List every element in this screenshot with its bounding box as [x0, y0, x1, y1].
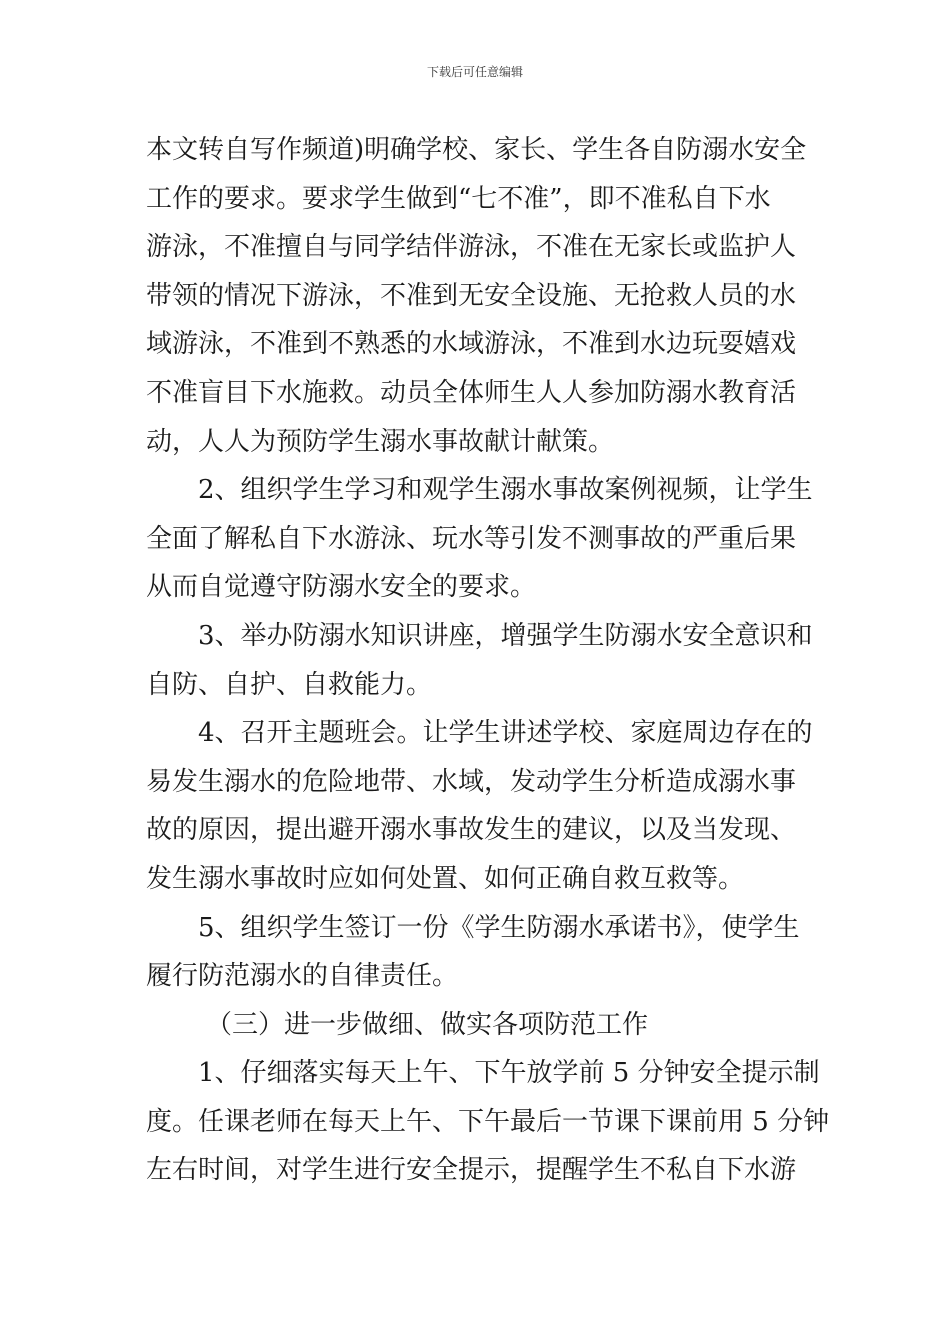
page-header: 下载后可任意编辑 [426, 65, 523, 79]
paragraph-line: 履行防范溺水的自律责任。 [146, 961, 459, 992]
paragraph-line: 发生溺水事故时应如何处置、如何正确自救互救等。 [146, 863, 745, 894]
paragraph-line: 动，人人为预防学生溺水事故献计献策。 [146, 426, 615, 457]
section-heading-line: （三）进一步做细、做实各项防范工作 [206, 1009, 649, 1040]
paragraph-line: 5、组织学生签订一份《学生防溺水承诺书》，使学生 [198, 912, 800, 943]
paragraph-line: 自防、自护、自救能力。 [146, 669, 433, 700]
paragraph-line: 左右时间，对学生进行安全提示，提醒学生不私自下水游 [146, 1155, 797, 1186]
paragraph-line: 从而自觉遵守防溺水安全的要求。 [146, 572, 537, 603]
paragraph-line: 2、组织学生学习和观学生溺水事故案例视频，让学生 [198, 475, 813, 506]
document-body [146, 126, 830, 1195]
paragraph-line: 3、举办防溺水知识讲座，增强学生防溺水安全意识和 [198, 620, 813, 651]
paragraph-line: 1、仔细落实每天上午、下午放学前 5 分钟安全提示制 [198, 1058, 820, 1089]
paragraph-line: 度。任课老师在每天上午、下午最后一节课下课前用 5 分钟 [146, 1106, 830, 1137]
paragraph-line: 故的原因，提出避开溺水事故发生的建议，以及当发现、 [146, 815, 797, 846]
paragraph-line: 全面了解私自下水游泳、玩水等引发不测事故的严重后果 [146, 523, 797, 554]
paragraph-line: 本文转自写作频道)明确学校、家长、学生各自防溺水安全 [146, 135, 807, 165]
paragraph-line: 4、召开主题班会。让学生讲述学校、家庭周边存在的 [198, 718, 813, 749]
paragraph-line: 带领的情况下游泳，不准到无安全设施、无抢救人员的水 [146, 280, 797, 311]
paragraph-line: 游泳，不准擅自与同学结伴游泳，不准在无家长或监护人 [146, 232, 797, 263]
paragraph-line: 不准盲目下水施救。动员全体师生人人参加防溺水教育活 [146, 377, 797, 408]
paragraph-line: 域游泳，不准到不熟悉的水域游泳，不准到水边玩耍嬉戏 [146, 329, 797, 360]
paragraph-line: 工作的要求。要求学生做到“七不准”，即不准私自下水 [146, 183, 771, 214]
paragraph-line: 易发生溺水的危险地带、水域，发动学生分析造成溺水事 [146, 766, 797, 797]
